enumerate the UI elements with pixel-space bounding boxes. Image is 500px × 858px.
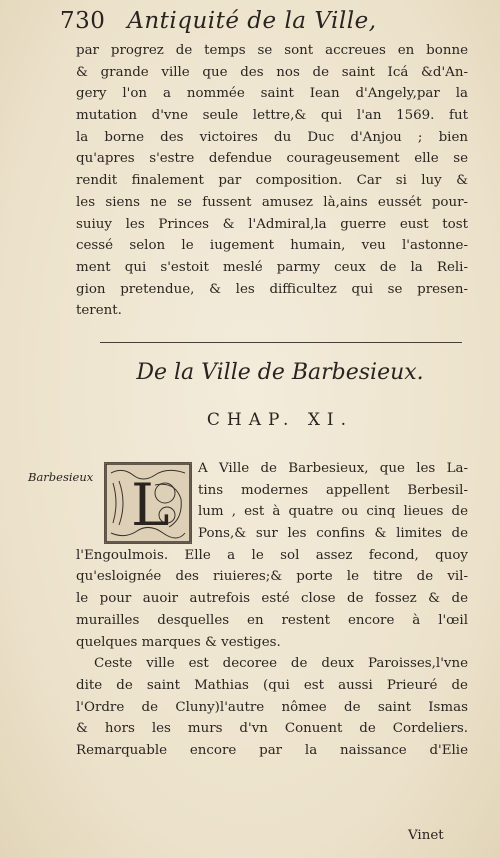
paragraph-1 [76,40,468,322]
text-line: Remarquable encore par la naissance d'Elie [76,742,468,758]
text-line: dite de saint Mathias (qui est aussi Prieuré de [76,677,468,693]
text-line: le pour auoir autrefois esté close de fossez & de [76,591,468,607]
text-line: A Ville de Barbesieux, que les La- [198,461,468,476]
text-line: & hors les murs d'vn Conuent de Cordeliers. [76,721,468,737]
text-line: par progrez de temps se sont accreues en bonne [76,43,468,58]
text-line: ment qui s'estoit meslé parmy ceux de la Reli- [76,259,468,275]
text-line: gery l'on a nommée saint Iean d'Angely,par la [76,86,468,102]
chapter-heading: CHAP. XI. [206,410,354,430]
text-line: Ceste ville est decoree de deux Paroisses,l'vne [94,656,468,672]
page-header [60,8,460,40]
text-line: quelques marques & vestiges. [76,634,281,650]
text-line: mutation d'vne seule lettre,& qui l'an 1569. fut [76,108,468,124]
catchword: Vinet [408,828,444,843]
dropcap-letter: L [131,471,170,539]
margin-note: Barbesieux [28,470,94,484]
section-divider [100,342,462,343]
text-line: qu'apres s'estre defendue courageusement elle se [76,151,468,167]
text-line: & grande ville que des nos de saint Icá &d'An- [76,64,468,80]
text-line: cessé selon le iugement humain, veu l'astonne- [76,238,468,254]
text-line: les siens ne se fussent amusez là,ains eussét pour- [76,194,468,210]
text-line: tins modernes appellent Berbesil- [198,482,468,498]
text-line: terent. [76,303,122,319]
text-line: l'Ordre de Cluny)l'autre nômee de saint Ismas [76,699,468,715]
section-title: De la Ville de Barbesieux. [136,360,424,385]
text-line: lum , est à quatre ou cinq lieues de [198,504,468,520]
text-line: la borne des victoires du Duc d'Anjou ; bien [76,129,468,145]
text-line: suiuy les Princes & l'Admiral,la guerre eust tost [76,216,468,232]
text-line: murailles desquelles en restent encore à l'œil [76,612,468,628]
page-number: 730 [60,8,106,34]
text-line: Pons,& sur les confins & limites de [198,526,468,542]
text-line: gion pretendue, & les difficultez qui se presen- [76,281,468,297]
text-line: qu'esloignée des riuieres;& porte le titre de vil- [76,569,468,585]
text-line: rendit finalement par composition. Car si luy & [76,173,468,189]
paragraph-2 [76,458,468,762]
running-title: Antiquité de la Ville, [127,8,377,34]
text-line: l'Engoulmois. Elle a le sol assez fecond, quoy [76,547,468,563]
